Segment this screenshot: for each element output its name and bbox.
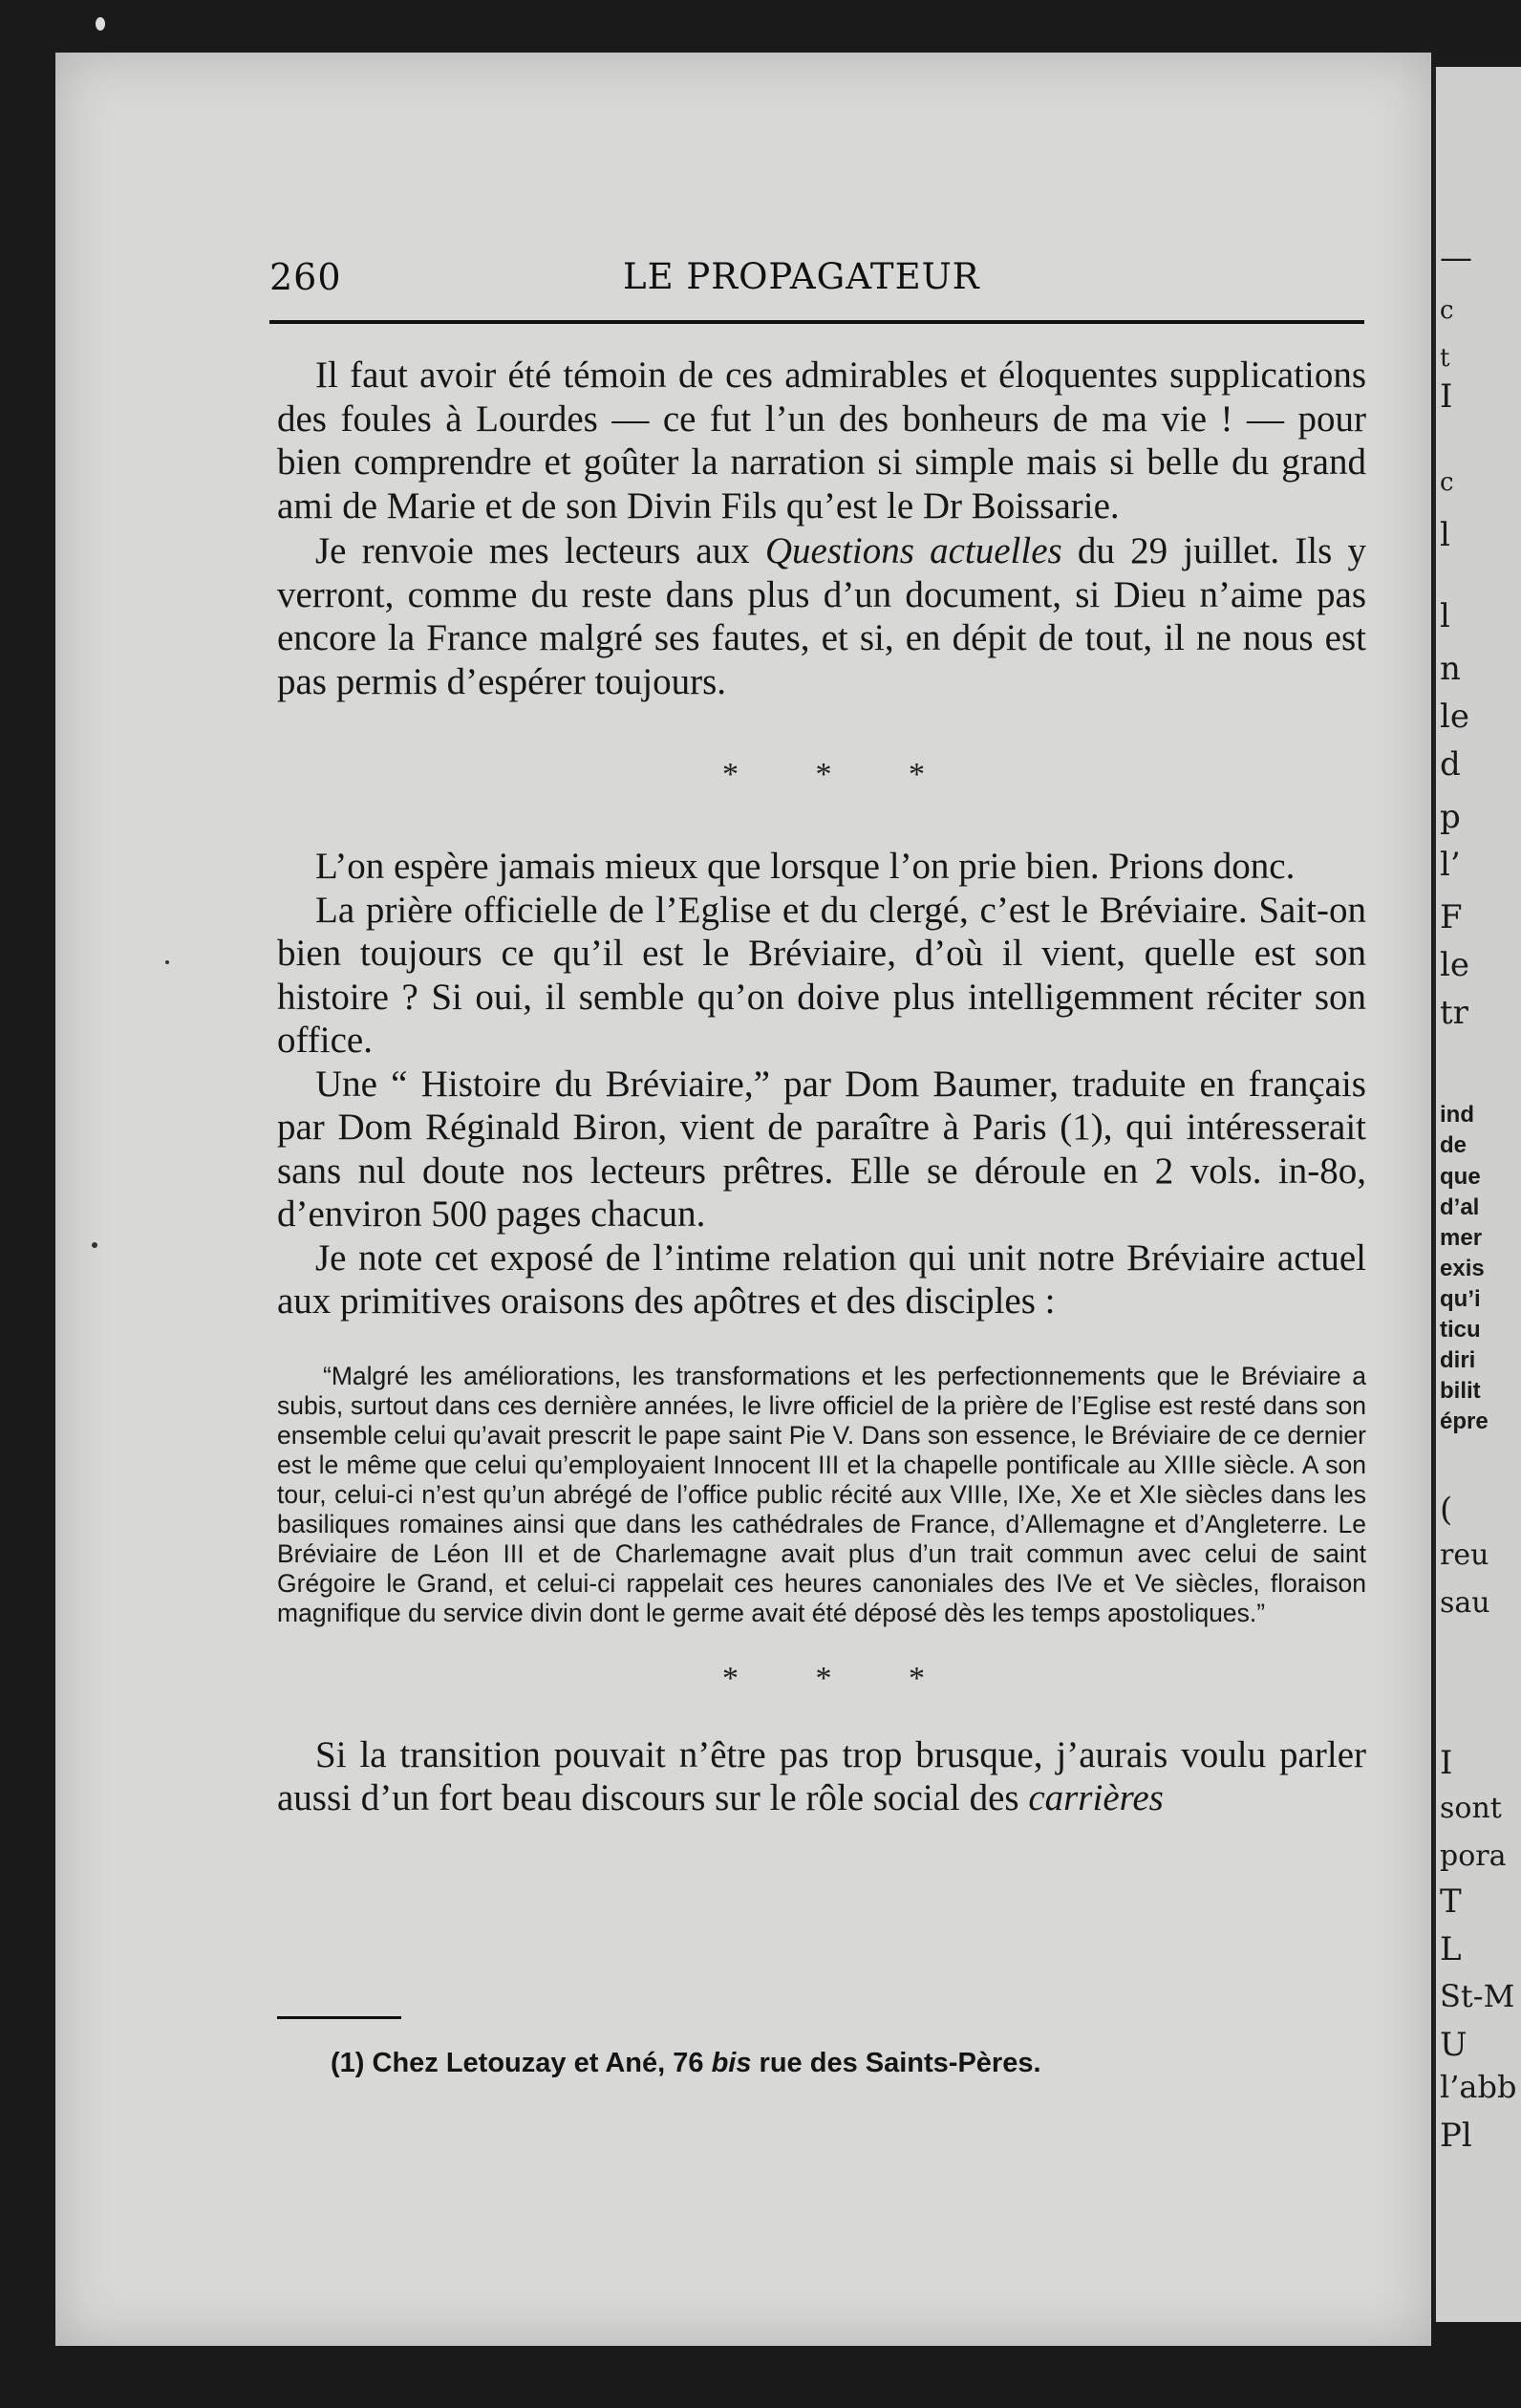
paragraph-questions-actuelles [277, 529, 1366, 703]
adjacent-fragment: ( [1440, 1491, 1453, 1529]
adjacent-fragment: F [1440, 898, 1463, 936]
adjacent-fragment: — [1440, 239, 1472, 277]
adjacent-fragment: le [1440, 946, 1469, 984]
adjacent-fragment: tr [1440, 994, 1468, 1032]
adjacent-fragment: qu’i [1440, 1286, 1481, 1312]
header-rule [269, 320, 1364, 324]
page-number: 260 [269, 256, 342, 298]
adjacent-fragment: I [1440, 1744, 1453, 1782]
scan-speck [165, 960, 169, 964]
adjacent-fragment: de [1440, 1132, 1467, 1158]
block-quote [277, 1362, 1366, 1628]
paragraph-text: Je renvoie mes lecteurs aux [315, 530, 765, 571]
adjacent-fragment: que [1440, 1164, 1481, 1190]
italic-word: carrières [1028, 1777, 1164, 1818]
adjacent-fragment: le [1440, 698, 1469, 736]
adjacent-fragment: l’ [1440, 846, 1461, 884]
adjacent-fragment: mer [1440, 1225, 1483, 1251]
adjacent-fragment: Pl [1440, 2117, 1472, 2155]
footnote-rule [277, 2016, 401, 2019]
running-title: LE PROPAGATEUR [623, 256, 980, 297]
footnote-italic: bis [711, 2048, 752, 2078]
scan-speck [92, 1242, 97, 1248]
adjacent-fragment: d [1440, 745, 1461, 784]
footnote [331, 2048, 1041, 2079]
adjacent-fragment: reu [1440, 1538, 1489, 1572]
quote-text: “Malgré les améliorations, les transformations et les perfectionnements que le Bréviaire a subis, surtout dans ces dernière années, le livre officiel de la prière de l’Eglise est resté dans son ensemble celui qu’avait prescrit le pape saint Pie V. Dans son essence, le Bréviaire de ce dernier est le même que celui qu’employaient Innocent III et la chapelle pontificale au XIIIe siècle. A son tour, celui-ci n’est qu’un abrégé de l’office public récité aux VIIIe, IXe, Xe et XIe siècles dans les basiliques romaines ainsi que dans les cathédrales de France, d’Allemagne et d’Angleterre. Le Bréviaire de Léon III et de Charlemagne avait plus d’un trait commun avec celui de saint Grégoire le Grand, et celui-ci rappelait ces heures canoniales des IVe et Ve siècles, floraison magnifique du service divin dont le germe avait été déposé dès les temps apostoliques.” [277, 1361, 1366, 1627]
adjacent-fragment: T [1440, 1882, 1462, 1921]
adjacent-fragment: p [1440, 798, 1461, 836]
adjacent-fragment: U [1440, 2026, 1467, 2064]
adjacent-fragment: sau [1440, 1586, 1490, 1620]
adjacent-fragment: L [1440, 1930, 1462, 1968]
adjacent-fragment: n [1440, 650, 1461, 688]
adjacent-fragment: l [1440, 516, 1450, 554]
adjacent-fragment: pora [1440, 1839, 1507, 1873]
adjacent-fragment: exis [1440, 1256, 1485, 1281]
adjacent-fragment: sont [1440, 1792, 1502, 1825]
adjacent-fragment: ind [1440, 1102, 1474, 1128]
page-header [269, 256, 1368, 304]
adjacent-fragment: t [1440, 344, 1450, 373]
scan-speck [96, 17, 105, 31]
paragraph-text: du 29 juillet. Ils y verront, comme du reste dans plus d’un document, si Dieu n’aime pas encore la France malgré ses fautes, et si, en dépit de tout, il ne nous est pas permis d’espérer toujours. [277, 530, 1366, 702]
adjacent-fragment: l [1440, 597, 1450, 635]
publication-title: Questions actuelles [764, 530, 1062, 571]
adjacent-fragment: c [1440, 468, 1454, 497]
paragraph-prions: L’on espère jamais mieux que lorsque l’on prie bien. Prions donc. [315, 846, 1296, 887]
footnote-text: (1) Chez Letouzay et Ané, 76 [331, 2048, 712, 2078]
adjacent-page-edge [1433, 67, 1521, 2322]
paragraph-text: Si la transition pouvait n’être pas trop brusque, j’aurais voulu parler aussi d’un fort beau discours sur le rôle social des [277, 1733, 1366, 1818]
paragraph-transition [277, 1733, 1366, 1820]
paragraph-expose: Je note cet exposé de l’intime relation qui unit notre Bréviaire actuel aux primitives oraisons des apôtres et des disciples : [277, 1236, 1366, 1322]
adjacent-fragment: c [1440, 296, 1454, 325]
section-separator: * * * [722, 757, 959, 792]
adjacent-fragment: bilit [1440, 1378, 1481, 1404]
adjacent-fragment: l’abb [1440, 2069, 1517, 2105]
adjacent-fragment: d’al [1440, 1194, 1480, 1220]
adjacent-fragment: St-M [1440, 1978, 1515, 2014]
footnote-text: rue des Saints-Pères. [751, 2048, 1041, 2078]
paragraph-lourdes: Il faut avoir été témoin de ces admirables et éloquentes supplications des foules à Lourdes — ce fut l’un des bonheurs de ma vie ! — pour bien comprendre et goûter la narration si simple mais si belle du grand ami de Marie et de son Divin Fils qu’est le Dr Boissarie. [277, 355, 1366, 527]
adjacent-fragment: I [1440, 377, 1453, 416]
adjacent-fragment: épre [1440, 1408, 1489, 1434]
paragraph-breviaire: La prière officielle de l’Eglise et du clergé, c’est le Bréviaire. Sait-on bien toujours ce qu’il est le Bréviaire, d’où il vient, quelle est son histoire ? Si oui, il semble qu’on doive plus intelligemment réciter son office. [277, 889, 1366, 1061]
adjacent-fragment: ticu [1440, 1317, 1481, 1343]
article-body [277, 354, 1366, 1820]
section-separator: * * * [722, 1660, 959, 1696]
adjacent-fragment: diri [1440, 1347, 1476, 1373]
paragraph-histoire: Une “ Histoire du Bréviaire,” par Dom Baumer, traduite en français par Dom Réginald Biron, vient de paraître à Paris (1), qui intéresserait sans nul doute nos lecteurs prêtres. Elle se déroule en 2 vols. in-8o, d’environ 500 pages chacun. [277, 1063, 1366, 1235]
